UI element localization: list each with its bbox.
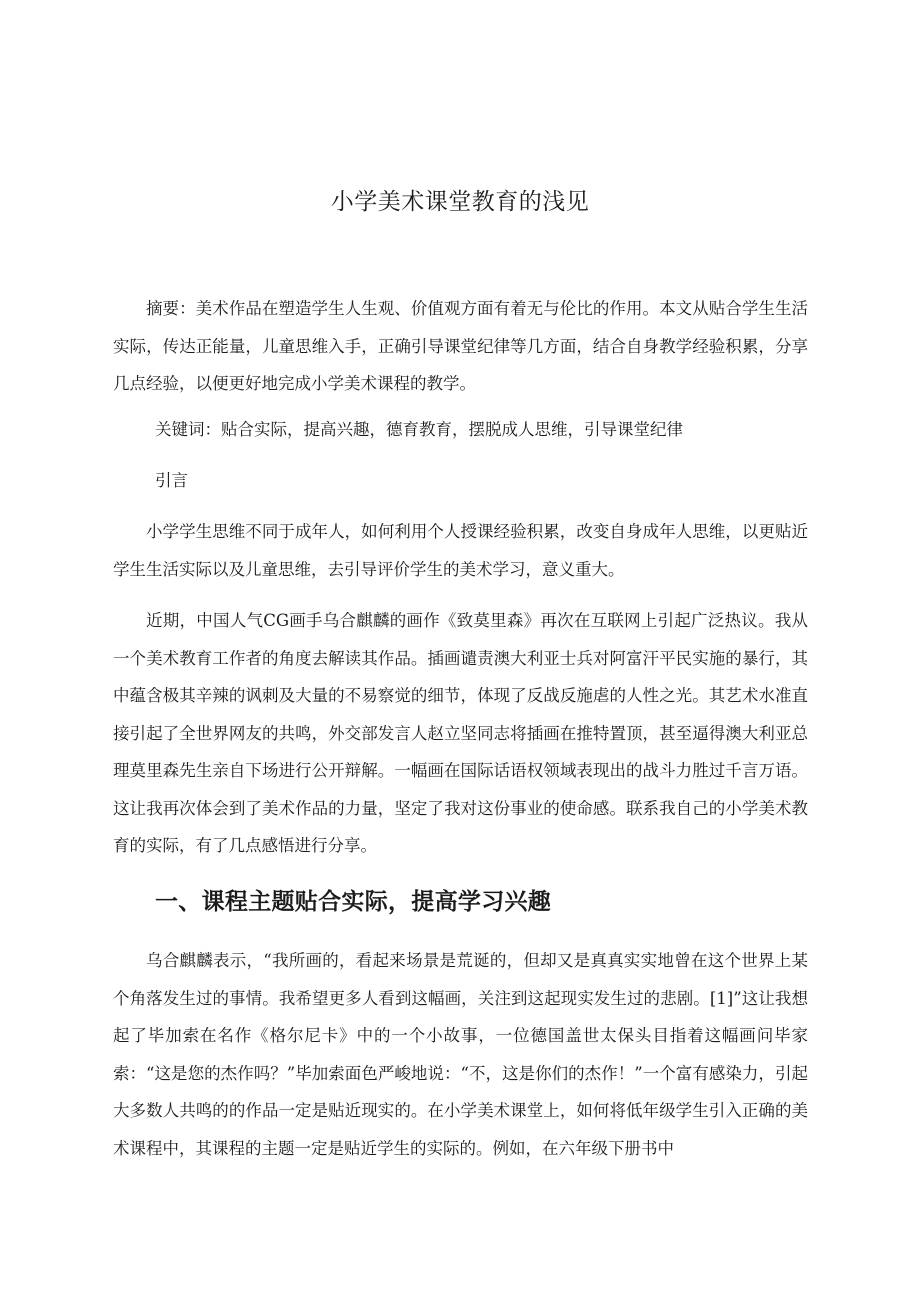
page-title: 小学美术课堂教育的浅见 (330, 189, 590, 215)
body-paragraph-2: 近期，中国人气CG画手乌合麒麟的画作《致莫里森》再次在互联网上引起广泛热议。我从一个美术教育工作者的角度去解读其作品。插画谴责澳大利亚士兵对阿富汗平民实施的暴行，其中蕴含极其辛辣的讽刺及大量的不易察觉的细节，体现了反战反施虐的人性之光。其艺术水准直接引起了全世界网友的共鸣，外交部发言人赵立坚同志将插画在推特置顶，甚至逼得澳大利亚总理莫里森先生亲自下场进行公开辩解。一幅画在国际话语权领域表现出的战斗力胜过千言万语。这让我再次体会到了美术作品的力量，坚定了我对这份事业的使命感。联系我自己的小学美术教育的实际，有了几点感悟进行分享。 (113, 611, 808, 855)
body-paragraph-3: 乌合麒麟表示，“我所画的，看起来场景是荒诞的，但却又是真真实实地曾在这个世界上某个角落发生过的事情。我希望更多人看到这幅画，关注到这起现实发生过的悲剧。[1]”这让我想起了毕加索在名作《格尔尼卡》中的一个小故事，一位德国盖世太保头目指着这幅画问毕家索：“这是您的杰作吗？”毕加索面色严峻地说：“不，这是你们的杰作！”一个富有感染力，引起大多数人共鸣的的作品一定是贴近现实的。在小学美术课堂上，如何将低年级学生引入正确的美术课程中，其课程的主题一定是贴近学生的实际的。例如，在六年级下册书中 (113, 951, 808, 1158)
section-heading-1: 一、课程主题贴合实际，提高学习兴趣 (155, 889, 552, 915)
body-paragraph-1: 小学学生思维不同于成年人，如何利用个人授课经验积累，改变自身成年人思维，以更贴近学生生活实际以及儿童思维，去引导评价学生的美术学习，意义重大。 (113, 522, 808, 579)
intro-heading: 引言 (155, 471, 188, 490)
keywords-line: 关键词：贴合实际，提高兴趣，德育教育，摆脱成人思维，引导课堂纪律 (155, 420, 683, 439)
abstract-paragraph: 摘要：美术作品在塑造学生人生观、价值观方面有着无与伦比的作用。本文从贴合学生生活实际，传达正能量，儿童思维入手，正确引导课堂纪律等几方面，结合自身教学经验积累，分享几点经验，以便更好地完成小学美术课程的教学。 (113, 299, 808, 393)
